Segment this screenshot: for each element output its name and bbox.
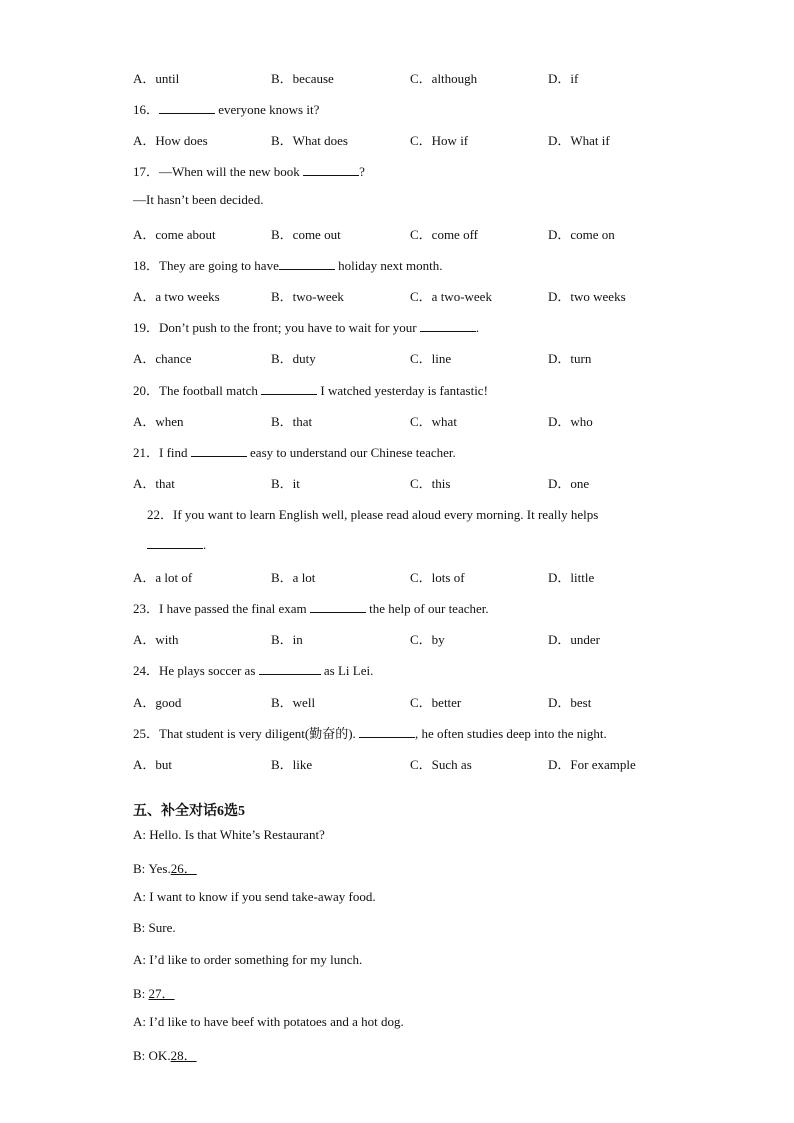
q19-option-a[interactable]: A．chance: [133, 351, 192, 366]
q19-blank: [420, 319, 476, 332]
q19-suffix: .: [475, 320, 480, 335]
dialogue-text: I want to know if you send take-away food.: [149, 889, 376, 904]
q23-option-d[interactable]: D．under: [548, 632, 600, 647]
q23-blank: [310, 600, 366, 613]
q17-suffix: ?: [359, 164, 365, 179]
q20-blank: [261, 382, 317, 395]
q20-option-a[interactable]: A．when: [133, 414, 184, 429]
dialogue-line: [133, 1045, 197, 1064]
q16-prefix: 16．: [133, 102, 160, 117]
q22-stem: 22．If you want to learn English well, please read aloud every morning. It really helps: [147, 507, 599, 522]
speaker-label: B:: [133, 861, 146, 876]
q24-stem: [133, 660, 373, 679]
q20-option-c[interactable]: C．what: [410, 414, 457, 429]
q19-prefix: 19．Don’t push to the front; you have to wait for your: [133, 320, 420, 335]
answer-blank-27[interactable]: 27．: [148, 986, 175, 1001]
q21-option-d[interactable]: D．one: [548, 476, 590, 491]
q22-suffix: .: [203, 537, 207, 552]
q17-option-b[interactable]: B．come out: [271, 227, 341, 242]
q22-option-a[interactable]: A．a lot of: [133, 570, 193, 585]
q22-option-b[interactable]: B．a lot: [271, 570, 316, 585]
dialogue-line: [133, 920, 176, 936]
q25-stem: [133, 723, 607, 742]
q17-blank: [303, 163, 359, 176]
q21-stem: [133, 442, 456, 461]
q19-option-c[interactable]: C．line: [410, 351, 452, 366]
q18-option-c[interactable]: C．a two-week: [410, 289, 492, 304]
q17-reply: —It hasn’t been decided.: [133, 192, 264, 207]
q18-prefix: 18．They are going to have: [133, 258, 279, 273]
q18-option-b[interactable]: B．two-week: [271, 289, 344, 304]
q16-option-d[interactable]: D．What if: [548, 133, 610, 148]
q25-option-c[interactable]: C．Such as: [410, 757, 472, 772]
q15-option-c[interactable]: C．although: [410, 71, 478, 86]
q18-option-a[interactable]: A．a two weeks: [133, 289, 220, 304]
dialogue-line: [133, 952, 362, 968]
q23-option-c[interactable]: C．by: [410, 632, 445, 647]
q22-stem-continued: [147, 536, 206, 553]
q18-suffix: holiday next month.: [334, 258, 443, 273]
dialogue-text: Yes.: [148, 861, 171, 876]
dialogue-text: Hello. Is that White’s Restaurant?: [149, 827, 325, 842]
q16-option-c[interactable]: C．How if: [410, 133, 469, 148]
q17-option-c[interactable]: C．come off: [410, 227, 478, 242]
q19-stem: [133, 317, 479, 336]
dialogue-line: [133, 983, 175, 1002]
q21-option-a[interactable]: A．that: [133, 476, 175, 491]
q17-prefix: 17．—When will the new book: [133, 164, 304, 179]
q25-option-a[interactable]: A．but: [133, 757, 173, 772]
q18-blank: [279, 257, 335, 270]
dialogue-text: Sure.: [148, 920, 176, 935]
q15-option-b[interactable]: B．because: [271, 71, 334, 86]
dialogue-line: [133, 858, 197, 877]
q22-option-d[interactable]: D．little: [548, 570, 595, 585]
q25-option-d[interactable]: D．For example: [548, 757, 636, 772]
q19-option-d[interactable]: D．turn: [548, 351, 592, 366]
dialogue-line: [133, 827, 325, 843]
q21-blank: [191, 444, 247, 457]
q15-option-a[interactable]: A．until: [133, 71, 180, 86]
q15-option-d[interactable]: D．if: [548, 71, 579, 86]
q20-prefix: 20．The football match: [133, 383, 262, 398]
q18-stem: [133, 255, 442, 274]
dialogue-text: I’d like to have beef with potatoes and a hot dog.: [149, 1014, 404, 1029]
q22-blank: [147, 536, 203, 549]
dialogue-line: [133, 1014, 404, 1030]
section-heading: 五、补全对话6选5: [133, 804, 245, 819]
q24-option-d[interactable]: D．best: [548, 695, 592, 710]
q24-prefix: 24．He plays soccer as: [133, 663, 259, 678]
speaker-label: B:: [133, 920, 146, 935]
speaker-label: A:: [133, 889, 146, 904]
answer-blank-26[interactable]: 26．: [170, 861, 197, 876]
q24-suffix: as Li Lei.: [320, 663, 374, 678]
q17-option-a[interactable]: A．come about: [133, 227, 216, 242]
speaker-label: A:: [133, 952, 146, 967]
speaker-label: A:: [133, 827, 146, 842]
q18-option-d[interactable]: D．two weeks: [548, 289, 626, 304]
q24-blank: [259, 662, 321, 675]
q17-stem: [133, 161, 365, 180]
answer-blank-28[interactable]: 28．: [170, 1048, 197, 1063]
q21-option-c[interactable]: C．this: [410, 476, 451, 491]
q25-suffix: , he often studies deep into the night.: [415, 726, 607, 741]
speaker-label: B:: [133, 1048, 146, 1063]
q23-stem: [133, 598, 489, 617]
q23-option-b[interactable]: B．in: [271, 632, 303, 647]
q24-option-b[interactable]: B．well: [271, 695, 316, 710]
q25-option-b[interactable]: B．like: [271, 757, 313, 772]
speaker-label: A:: [133, 1014, 146, 1029]
q21-prefix: 21．I find: [133, 445, 191, 460]
q23-option-a[interactable]: A．with: [133, 632, 179, 647]
q17-option-d[interactable]: D．come on: [548, 227, 615, 242]
q20-suffix: I watched yesterday is fantastic!: [317, 383, 488, 398]
q16-option-b[interactable]: B．What does: [271, 133, 348, 148]
q16-suffix: everyone knows it?: [215, 102, 320, 117]
q21-suffix: easy to understand our Chinese teacher.: [246, 445, 456, 460]
q20-stem: [133, 380, 488, 399]
q21-option-b[interactable]: B．it: [271, 476, 300, 491]
q23-suffix: the help of our teacher.: [365, 601, 489, 616]
q24-option-c[interactable]: C．better: [410, 695, 462, 710]
q22-option-c[interactable]: C．lots of: [410, 570, 465, 585]
dialogue-line: [133, 889, 376, 905]
q16-blank: [159, 101, 215, 114]
dialogue-text: OK.: [148, 1048, 171, 1063]
dialogue-text: I’d like to order something for my lunch.: [149, 952, 363, 967]
q23-prefix: 23．I have passed the final exam: [133, 601, 310, 616]
q20-option-b[interactable]: B．that: [271, 414, 313, 429]
q16-option-a[interactable]: A．How does: [133, 133, 208, 148]
q25-prefix: 25．That student is very diligent(勤奋的).: [133, 726, 360, 741]
q16-stem: [133, 99, 319, 118]
q19-option-b[interactable]: B．duty: [271, 351, 316, 366]
q20-option-d[interactable]: D．who: [548, 414, 593, 429]
q24-option-a[interactable]: A．good: [133, 695, 182, 710]
q25-blank: [359, 725, 415, 738]
speaker-label: B:: [133, 986, 146, 1001]
